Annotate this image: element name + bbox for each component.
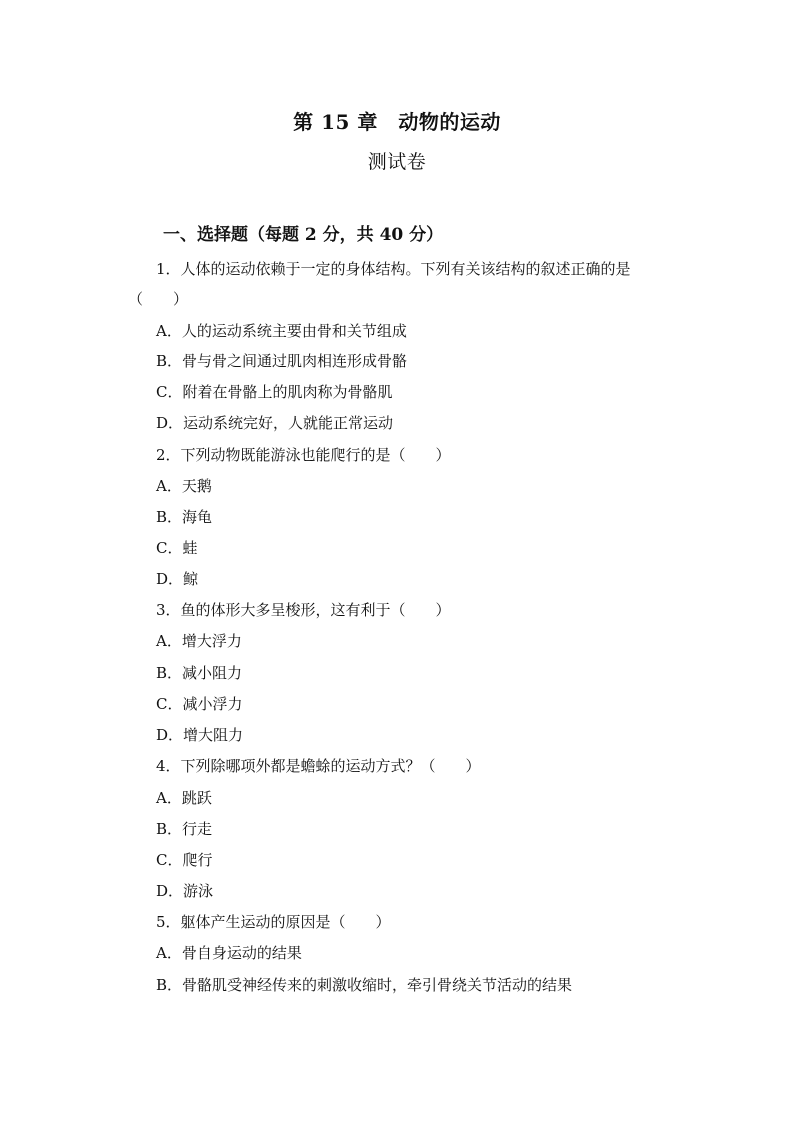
question-4-option-c: C．爬行 [156,851,213,869]
question-1-stem-cont: （ ） [128,290,189,308]
question-4-stem: 4．下列除哪项外都是蟾蜍的运动方式？（ ） [156,757,481,775]
question-1-option-c: C．附着在骨骼上的肌肉称为骨骼肌 [156,383,393,401]
question-5-stem: 5．躯体产生运动的原因是（ ） [156,913,391,931]
chapter-title: 第 15 章 动物的运动 [293,110,501,134]
question-1-option-b: B．骨与骨之间通过肌肉相连形成骨骼 [156,352,408,370]
question-1-stem: 1．人体的运动依赖于一定的身体结构。下列有关该结构的叙述正确的是 [156,260,631,278]
question-3-option-b: B．减小阻力 [156,664,243,682]
question-2-option-c: C．蛙 [156,539,198,557]
question-3-option-d: D．增大阻力 [156,726,244,744]
question-3-stem: 3．鱼的体形大多呈梭形，这有利于（ ） [156,601,451,619]
question-1-option-d: D．运动系统完好，人就能正常运动 [156,414,394,432]
section-heading: 一、选择题（每题 2 分，共 40 分） [163,225,444,245]
question-4-option-d: D．游泳 [156,882,214,900]
question-3-option-a: A．增大浮力 [156,632,242,650]
question-2-stem: 2．下列动物既能游泳也能爬行的是（ ） [156,446,451,464]
question-4-option-a: A．跳跃 [156,789,212,807]
question-2-option-b: B．海龟 [156,508,213,526]
question-1-option-a: A．人的运动系统主要由骨和关节组成 [156,322,407,340]
question-2-option-a: A．天鹅 [156,477,212,495]
question-3-option-c: C．减小浮力 [156,695,243,713]
test-subtitle: 测试卷 [367,151,427,173]
question-5-option-a: A．骨自身运动的结果 [156,944,302,962]
question-5-option-b: B．骨骼肌受神经传来的刺激收缩时，牵引骨绕关节活动的结果 [156,976,573,994]
question-2-option-d: D．鲸 [156,570,199,588]
question-4-option-b: B．行走 [156,820,213,838]
